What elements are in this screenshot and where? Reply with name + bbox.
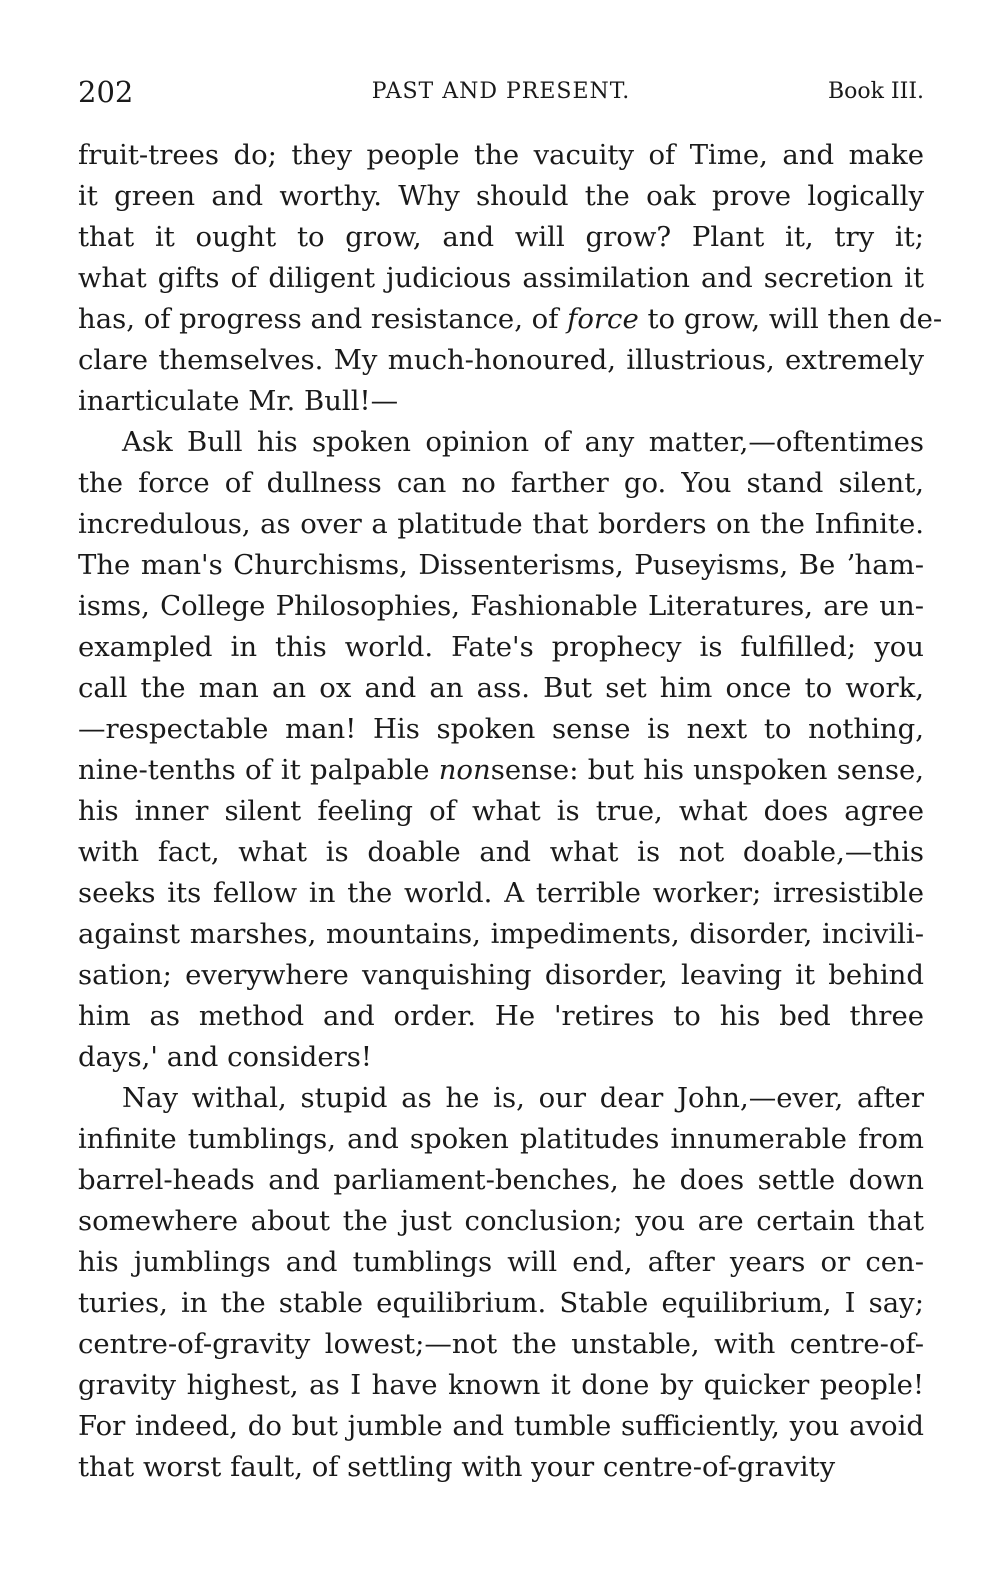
text-segment: to grow, will then de- [638, 303, 943, 335]
text-line: isms, College Philosophies, Fashionable Literatures, are un- [78, 590, 924, 622]
text-line: inarticulate Mr. Bull!— [78, 385, 399, 417]
text-line: seeks its fellow in the world. A terrible worker; irresistible [78, 877, 924, 909]
text-line: it green and worthy. Why should the oak prove logically [78, 180, 924, 212]
text-segment: nine-tenths of it palpable [78, 754, 439, 786]
text-line: call the man an ox and an ass. But set him once to work, [78, 672, 924, 704]
text-line: exampled in this world. Fate's prophecy is fulfilled; you [78, 631, 924, 663]
text-segment: has, of progress and resistance, of [78, 303, 568, 335]
text-line: his inner silent feeling of what is true, what does agree [78, 795, 924, 827]
text-line: what gifts of diligent judicious assimilation and secretion it [78, 262, 924, 294]
body-text [78, 135, 943, 1488]
text-line: his jumblings and tumblings will end, after years or cen- [78, 1246, 924, 1278]
text-line: infinite tumblings, and spoken platitudes innumerable from [78, 1123, 924, 1155]
text-line: him as method and order. He 'retires to his bed three [78, 1000, 924, 1032]
running-header [78, 72, 924, 112]
text-line: barrel-heads and parliament-benches, he does settle down [78, 1164, 924, 1196]
text-line [78, 299, 943, 340]
text-line: gravity highest, as I have known it done by quicker people! [78, 1369, 924, 1401]
text-segment: sense: but his unspoken sense, [490, 754, 924, 786]
paragraph [78, 422, 924, 1078]
italic-text: non [438, 754, 491, 786]
text-line: turies, in the stable equilibrium. Stable equilibrium, I say; [78, 1287, 924, 1319]
text-line: somewhere about the just conclusion; you are certain that [78, 1205, 924, 1237]
paragraph [78, 135, 943, 422]
text-line: clare themselves. My much-honoured, illustrious, extremely [78, 344, 924, 376]
book-label: Book III. [827, 79, 924, 104]
text-line: incredulous, as over a platitude that borders on the Infinite. [78, 508, 924, 540]
text-line: against marshes, mountains, impediments, disorder, incivili- [78, 918, 924, 950]
italic-text: force [567, 303, 639, 335]
text-line: The man's Churchisms, Dissenterisms, Puseyisms, Be ʼham- [78, 549, 924, 581]
text-line [78, 750, 924, 791]
text-line: days,' and considers! [78, 1041, 372, 1073]
text-line: For indeed, do but jumble and tumble sufficiently, you avoid [78, 1410, 924, 1442]
running-title: PAST AND PRESENT. [371, 79, 631, 104]
text-line: —respectable man! His spoken sense is next to nothing, [78, 713, 924, 745]
text-line: centre-of-gravity lowest;—not the unstable, with centre-of- [78, 1328, 924, 1360]
text-line: Ask Bull his spoken opinion of any matter,—oftentimes [122, 426, 924, 458]
paragraph [78, 1078, 924, 1488]
text-line: that worst fault, of settling with your centre-of-gravity [78, 1451, 836, 1483]
page-number: 202 [78, 75, 134, 109]
text-line: the force of dullness can no farther go. You stand silent, [78, 467, 924, 499]
text-line: with fact, what is doable and what is not doable,—this [78, 836, 924, 868]
text-line: sation; everywhere vanquishing disorder, leaving it behind [78, 959, 924, 991]
text-line: fruit-trees do; they people the vacuity of Time, and make [78, 139, 924, 171]
text-line: Nay withal, stupid as he is, our dear John,—ever, after [122, 1082, 924, 1114]
text-line: that it ought to grow, and will grow? Plant it, try it; [78, 221, 924, 253]
